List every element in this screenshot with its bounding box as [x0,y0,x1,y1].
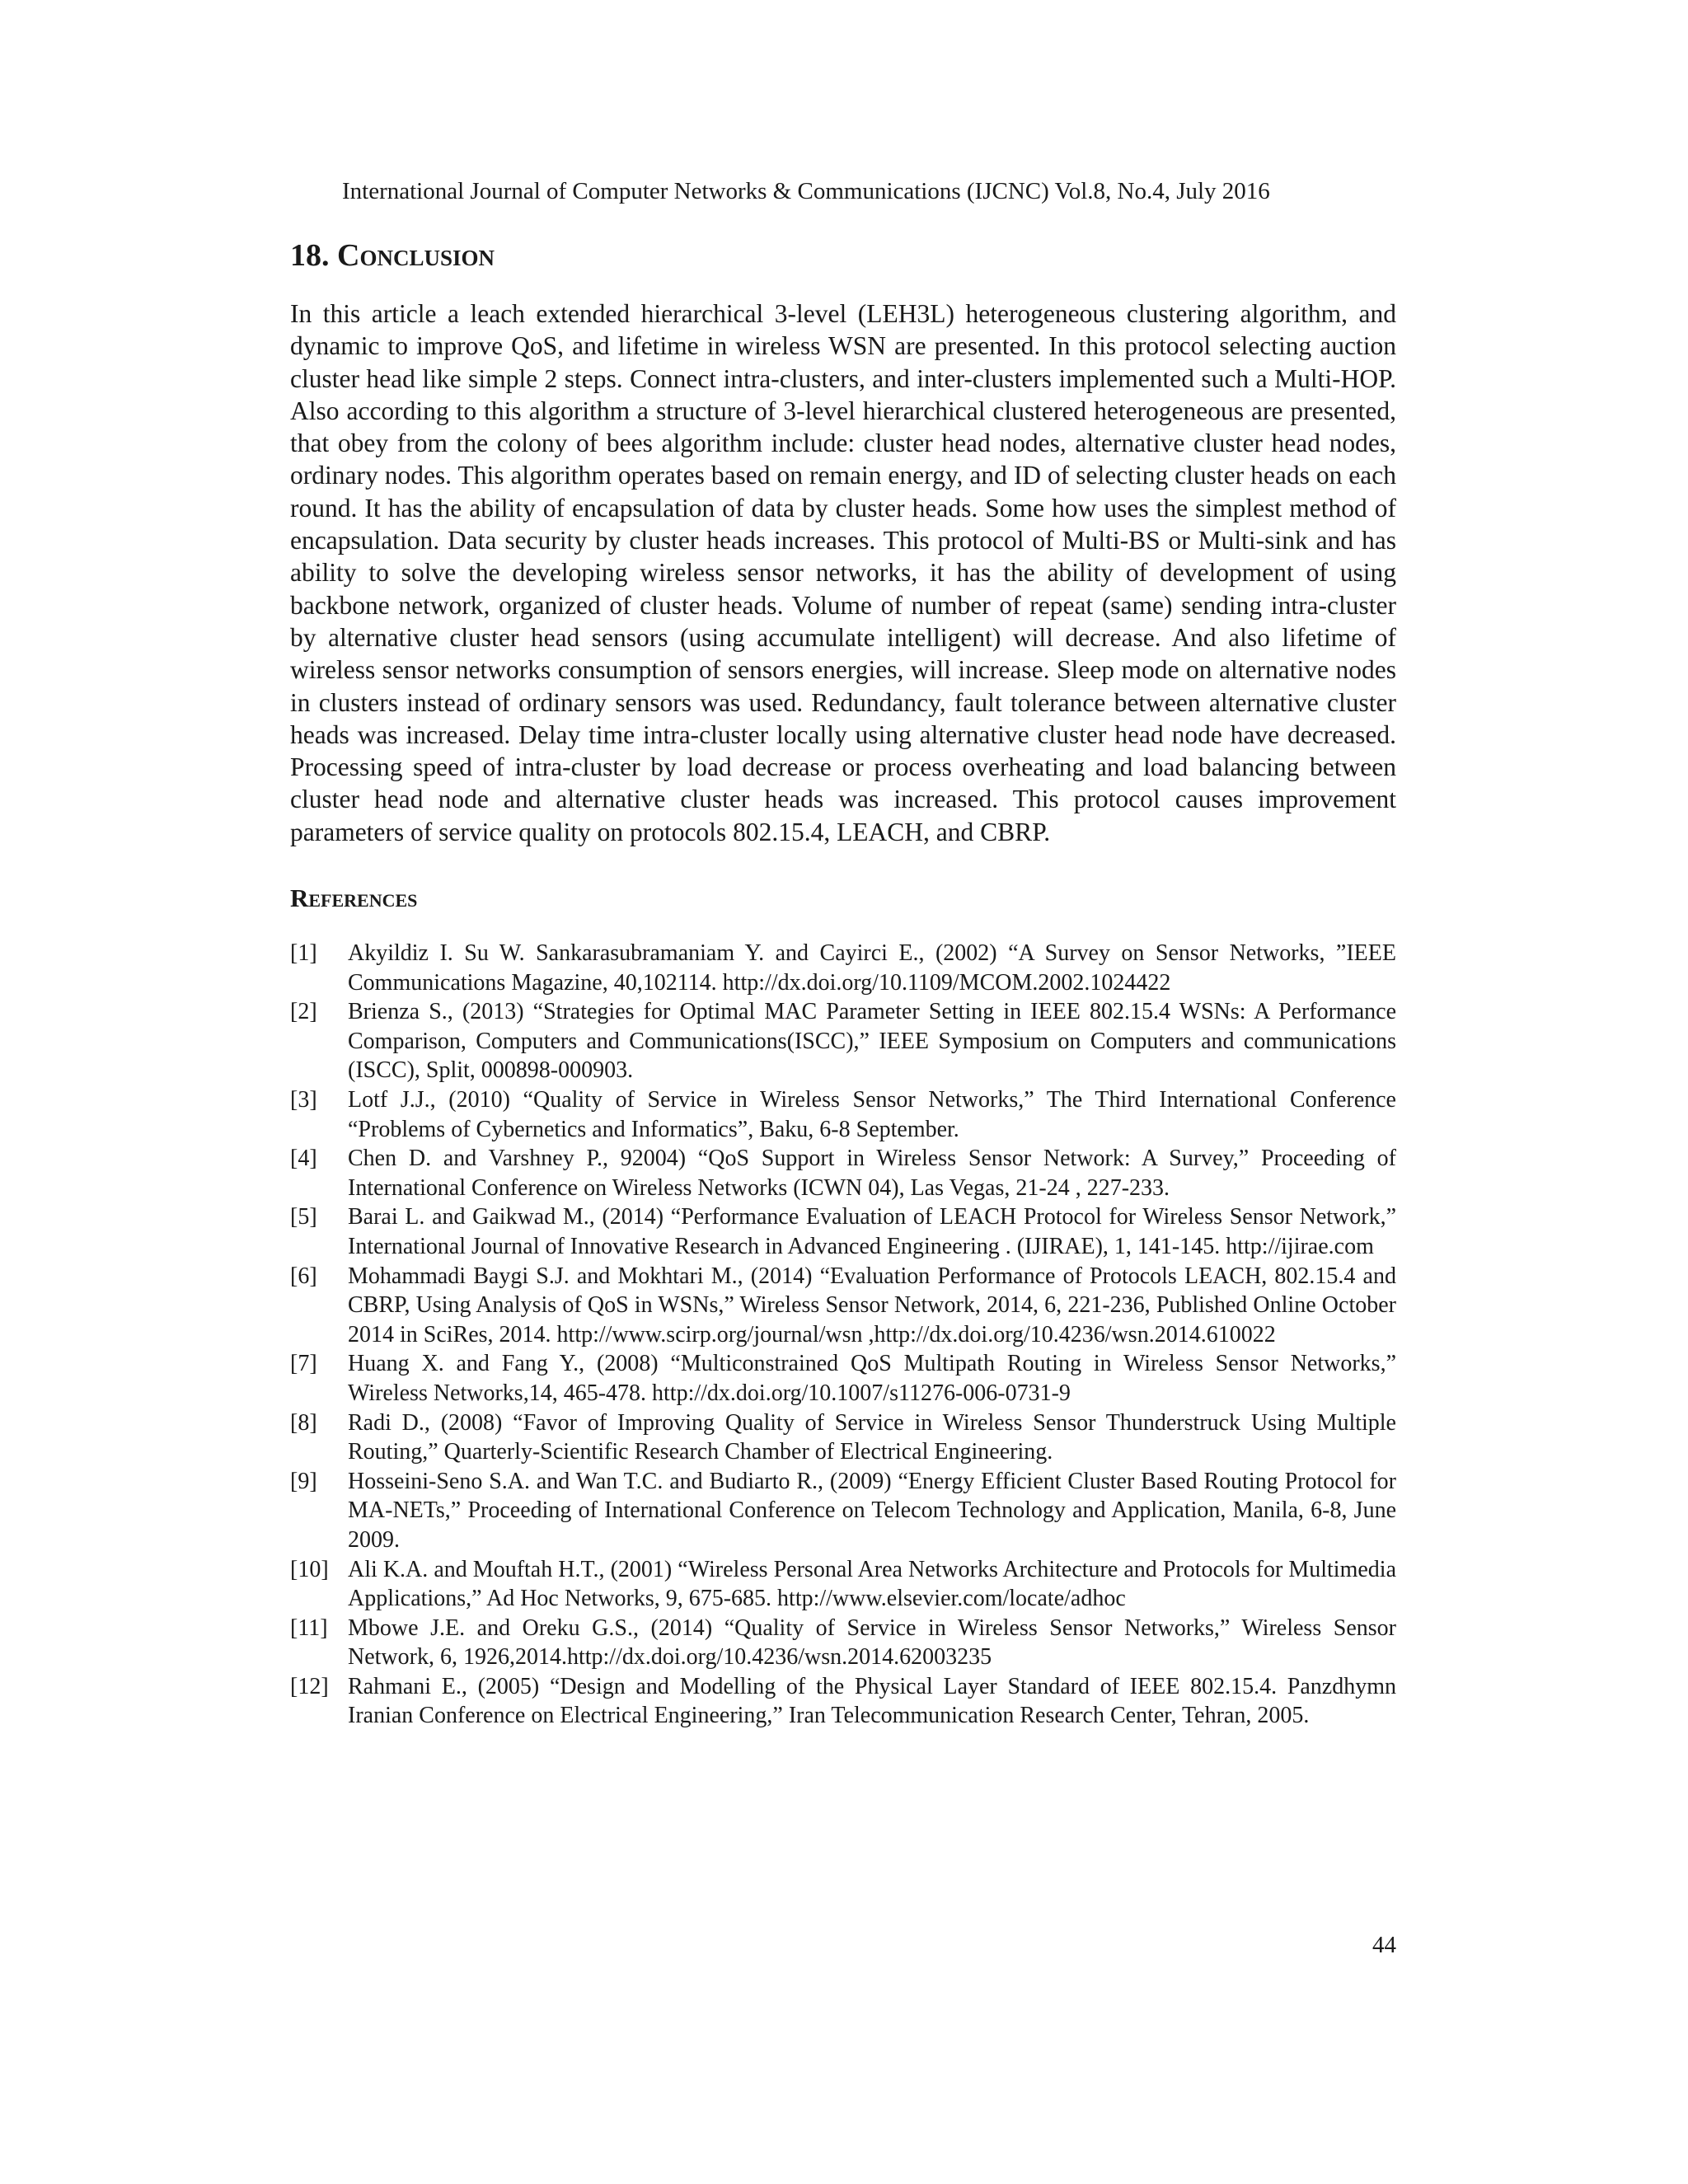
reference-number: [12] [290,1673,329,1699]
reference-list [290,939,1396,1731]
reference-item [290,1262,1396,1350]
reference-text: Rahmani E., (2005) “Design and Modelling of the Physical Layer Standard of IEEE 802.15.4. Panzdhymn Iranian Conference on Electrical Engineering,” Iran Telecommunication Research Center, Tehran, 2005. [348,1673,1396,1729]
reference-number: [5] [290,1204,317,1230]
references-heading: References [290,883,418,913]
reference-text: Lotf J.J., (2010) “Quality of Service in Wireless Sensor Networks,” The Third International Conference “Problems of Cybernetics and Informatics”, Baku, 6-8 September. [348,1087,1396,1142]
reference-text: Mohammadi Baygi S.J. and Mokhtari M., (2014) “Evaluation Performance of Protocols LEACH, 802.15.4 and CBRP, Using Analysis of QoS in WSNs,” Wireless Sensor Network, 2014, 6, 221-236, Published Online October 2014 in SciRes, 2014. http://www.scirp.org/journal/wsn ,http://dx.doi.org/10.4236/wsn.2014.610022 [348,1263,1396,1347]
reference-number: [3] [290,1087,317,1113]
reference-item [290,1349,1396,1408]
reference-number: [6] [290,1263,317,1289]
reference-item [290,1085,1396,1144]
reference-item [290,1467,1396,1555]
reference-number: [11] [290,1615,328,1641]
reference-item [290,1672,1396,1731]
reference-item [290,1144,1396,1202]
conclusion-heading: 18. Conclusion [290,238,495,273]
main-content [290,235,1396,1731]
reference-item [290,1614,1396,1672]
reference-number: [2] [290,999,317,1025]
reference-text: Barai L. and Gaikwad M., (2014) “Performance Evaluation of LEACH Protocol for Wireless Sensor Network,” International Journal of Innovative Research in Advanced Engineering . (IJIRAE), 1, 141-145. http://ijirae.com [348,1204,1396,1259]
reference-item [290,1202,1396,1261]
reference-text: Chen D. and Varshney P., 92004) “QoS Support in Wireless Sensor Network: A Survey,” Proceeding of International Conference on Wireless Networks (ICWN 04), Las Vegas, 21-24 , 227-233. [348,1146,1396,1201]
reference-item [290,939,1396,997]
reference-item [290,1555,1396,1614]
reference-number: [8] [290,1409,317,1436]
reference-text: Akyildiz I. Su W. Sankarasubramaniam Y. and Cayirci E., (2002) “A Survey on Sensor Networks, ”IEEE Communications Magazine, 40,102114. http://dx.doi.org/10.1109/MCOM.2002.1024422 [348,940,1396,996]
running-head: International Journal of Computer Networks & Communications (IJCNC) Vol.8, No.4, July 2016 [342,178,1270,204]
reference-item [290,1408,1396,1467]
reference-text: Ali K.A. and Mouftah H.T., (2001) “Wireless Personal Area Networks Architecture and Protocols for Multimedia Applications,” Ad Hoc Networks, 9, 675-685. http://www.elsevier.com/locate/adhoc [348,1556,1396,1612]
conclusion-paragraph: In this article a leach extended hierarchical 3-level (LEH3L) heterogeneous clustering algorithm, and dynamic to improve QoS, and lifetime in wireless WSN are presented. In this protocol selecting auction cluster head like simple 2 steps. Connect intra-clusters, and inter-clusters implemented such a Multi-HOP. Also according to this algorithm a structure of 3-level hierarchical clustered heterogeneous are presented, that obey from the colony of bees algorithm include: cluster head nodes, alternative cluster head nodes, ordinary nodes. This algorithm operates based on remain energy, and ID of selecting cluster heads on each round. It has the ability of encapsulation of data by cluster heads. Some how uses the simplest method of encapsulation. Data security by cluster heads increases. This protocol of Multi-BS or Multi-sink and has ability to solve the developing wireless sensor networks, it has the ability of development of using backbone network, organized of cluster heads. Volume of number of repeat (same) sending intra-cluster by alternative cluster head sensors (using accumulate intelligent) will decrease. And also lifetime of wireless sensor networks consumption of sensors energies, will increase. Sleep mode on alternative nodes in clusters instead of ordinary sensors was used. Redundancy, fault tolerance between alternative cluster heads was increased. Delay time intra-cluster locally using alternative cluster head node have decreased. Processing speed of intra-cluster by load decrease or process overheating and load balancing between cluster head node and alternative cluster heads was increased. This protocol causes improvement parameters of service quality on protocols 802.15.4, LEACH, and CBRP. [290,299,1396,846]
reference-text: Hosseini-Seno S.A. and Wan T.C. and Budiarto R., (2009) “Energy Efficient Cluster Based Routing Protocol for MA-NETs,” Proceeding of International Conference on Telecom Technology and Application, Manila, 6-8, June 2009. [348,1468,1396,1553]
reference-number: [10] [290,1556,329,1582]
reference-text: Brienza S., (2013) “Strategies for Optimal MAC Parameter Setting in IEEE 802.15.4 WSNs: A Performance Comparison, Computers and Communications(ISCC),” IEEE Symposium on Computers and communications (ISCC), Split, 000898-000903. [348,999,1396,1084]
reference-item [290,997,1396,1085]
reference-text: Mbowe J.E. and Oreku G.S., (2014) “Quality of Service in Wireless Sensor Networks,” Wireless Sensor Network, 6, 1926,2014.http://dx.doi.org/10.4236/wsn.2014.62003235 [348,1615,1396,1671]
reference-text: Huang X. and Fang Y., (2008) “Multiconstrained QoS Multipath Routing in Wireless Sensor Networks,” Wireless Networks,14, 465-478. http://dx.doi.org/10.1007/s11276-006-0731-9 [348,1351,1396,1406]
reference-number: [1] [290,940,317,967]
page-number: 44 [1372,1932,1396,1958]
reference-number: [7] [290,1351,317,1377]
reference-number: [4] [290,1146,317,1172]
reference-text: Radi D., (2008) “Favor of Improving Quality of Service in Wireless Sensor Thunderstruck Using Multiple Routing,” Quarterly-Scientific Research Chamber of Electrical Engineering. [348,1409,1396,1465]
reference-number: [9] [290,1468,317,1494]
